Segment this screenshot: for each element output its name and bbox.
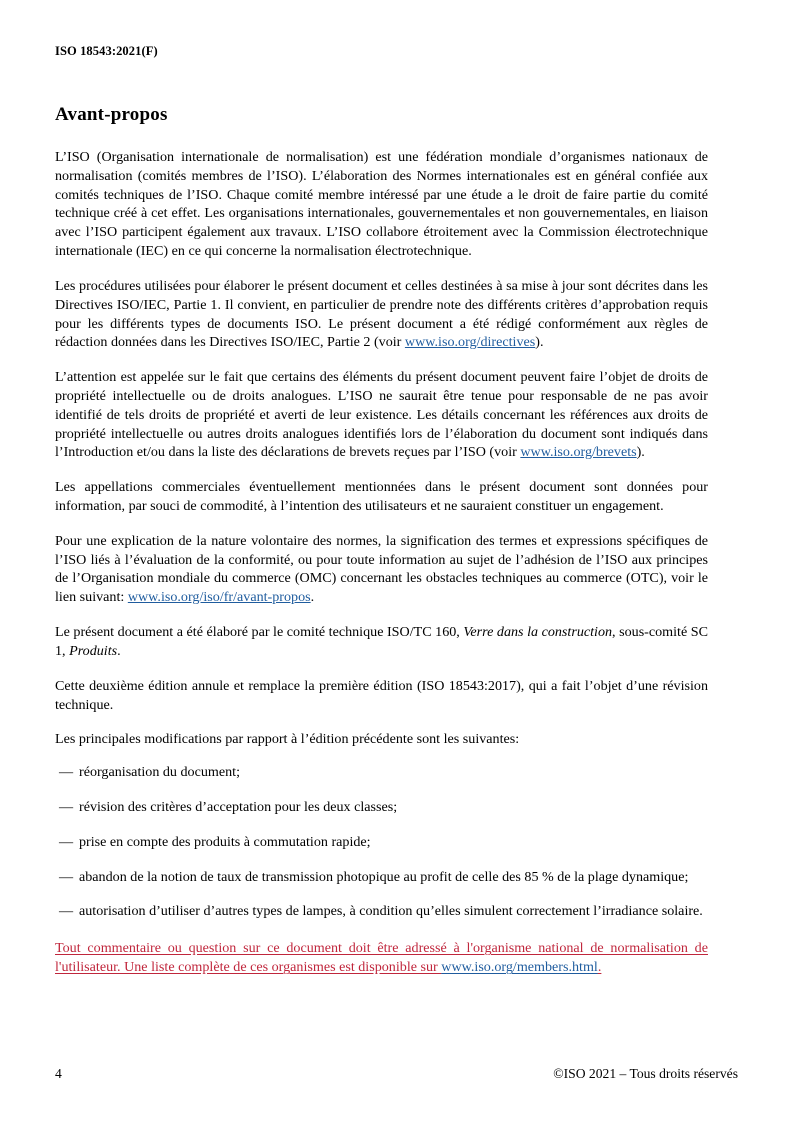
paragraph-trade-names: Les appellations commerciales éventuellement mentionnées dans le présent document sont données pour information, par souci de commodité, à l’intention des utilisateurs et ne sauraient constituer un engagement. [55, 479, 708, 514]
page-number: 4 [55, 1066, 62, 1081]
paragraph-patent-rights [55, 368, 708, 462]
list-item [55, 763, 708, 782]
modifications-list [55, 763, 708, 921]
modifications-lead-in: Les principales modifications par rapport à l’édition précédente sont les suivantes: [55, 731, 520, 748]
comment-note-tail: . [597, 959, 602, 976]
paragraph-procedures [55, 277, 708, 352]
paragraph-wto-tbt-tail: . [310, 589, 315, 606]
document-header: ISO 18543:2021(F) [55, 44, 158, 58]
page-footer [55, 1066, 738, 1082]
paragraph-iso-description: L’ISO (Organisation internationale de normalisation) est une fédération mondiale d’organismes nationaux de normalisation (comités membres de l’ISO). L’élaboration des Normes internationales est en général confiée aux comités techniques de l’ISO. Chaque comité membre intéressé par une étude a le droit de faire partie du comité technique créé à cet effet. Les organisations internationales, gouvernementales et non gouvernementales, en liaison avec l’ISO participent également aux travaux. L’ISO collabore étroitement avec la Commission électrotechnique internationale (IEC) en ce qui concerne la normalisation électrotechnique. [55, 149, 708, 260]
paragraph-patent-rights-text: L’attention est appelée sur le fait que certains des éléments du présent document peuvent faire l’objet de droits de propriété intellectuelle ou de droits analogues. L’ISO ne saurait être tenue pour responsable de ne pas avoir identifié de tels droits de propriété et averti de leur existence. Les détails concernant les références aux droits de propriété intellectuelle ou autres droits analogues identifiés lors de l’élaboration du document sont indiqués dans l’Introduction et/ou dans la liste des déclarations de brevets reçues par l’ISO (voir [55, 369, 708, 461]
subcommittee-title-sc1: Produits [69, 642, 118, 659]
list-item-text: réorganisation du document; [79, 764, 240, 781]
comment-note [55, 939, 708, 977]
list-item-text: prise en compte des produits à commutation rapide; [79, 833, 371, 850]
paragraph-edition-replacement: Cette deuxième édition annule et remplace la première édition (ISO 18543:2017), qui a fait l’objet d’une révision technique. [55, 677, 708, 713]
link-iso-members[interactable]: www.iso.org/members.html [441, 959, 598, 976]
page-title: Avant-propos [55, 104, 168, 125]
paragraph-wto-tbt-text: Pour une explication de la nature volontaire des normes, la signification des termes et expressions spécifiques de l’ISO liés à l’évaluation de la conformité, ou pour toute information au sujet de l’adhésion de l’ISO aux principes de l’Organisation mondiale du commerce (OMC) concernant les obstacles techniques au commerce (OTC), voir le lien suivant: [55, 532, 708, 606]
paragraph-wto-tbt [55, 532, 708, 607]
link-iso-directives[interactable]: www.iso.org/directives [404, 334, 536, 351]
paragraph-procedures-tail: ). [535, 334, 544, 351]
paragraph-committee-tail: . [117, 642, 121, 659]
em-dash-bullet-icon: — [59, 868, 74, 885]
paragraph-committee [55, 623, 708, 661]
list-item-text: révision des critères d’acceptation pour les deux classes; [79, 798, 398, 815]
paragraph-procedures-text: Les procédures utilisées pour élaborer le présent document et celles destinées à sa mise à jour sont décrites dans les Directives ISO/IEC, Partie 1. Il convient, en particulier de prendre note des différents critères d’approbation requis pour les différents types de documents ISO. Le présent document a été rédigé conformément aux règles de rédaction données dans les Directives ISO/IEC, Partie 2 (voir [55, 277, 708, 351]
list-item [55, 902, 708, 921]
comment-note-text: Tout commentaire ou question sur ce document doit être adressé à l'organisme national de normalisation de l'utilisateur. Une liste complète de ces organismes est disponible sur [55, 940, 708, 976]
paragraph-patent-rights-tail: ). [636, 444, 645, 461]
em-dash-bullet-icon: — [59, 903, 74, 920]
list-item-text: autorisation d’utiliser d’autres types de lampes, à condition qu’elles simulent correctement l’irradiance solaire. [79, 903, 703, 920]
list-item [55, 833, 708, 852]
link-iso-brevets[interactable]: www.iso.org/brevets [520, 444, 637, 461]
em-dash-bullet-icon: — [59, 833, 74, 850]
paragraph-committee-text: Le présent document a été élaboré par le comité technique ISO/TC 160, [55, 624, 464, 641]
list-item [55, 798, 708, 817]
paragraph-committee-mid: , sous-comité SC 1, [55, 624, 708, 659]
list-item-text: abandon de la notion de taux de transmission photopique au profit de celle des 85 % de la plage dynamique; [79, 868, 689, 885]
em-dash-bullet-icon: — [59, 764, 74, 781]
link-iso-avant-propos[interactable]: www.iso.org/iso/fr/avant-propos [127, 589, 311, 606]
em-dash-bullet-icon: — [59, 798, 74, 815]
committee-title-tc160: Verre dans la construction [463, 624, 613, 641]
copyright-notice: ©ISO 2021 – Tous droits réservés [553, 1066, 738, 1081]
document-body [55, 104, 708, 978]
list-item [55, 868, 708, 887]
